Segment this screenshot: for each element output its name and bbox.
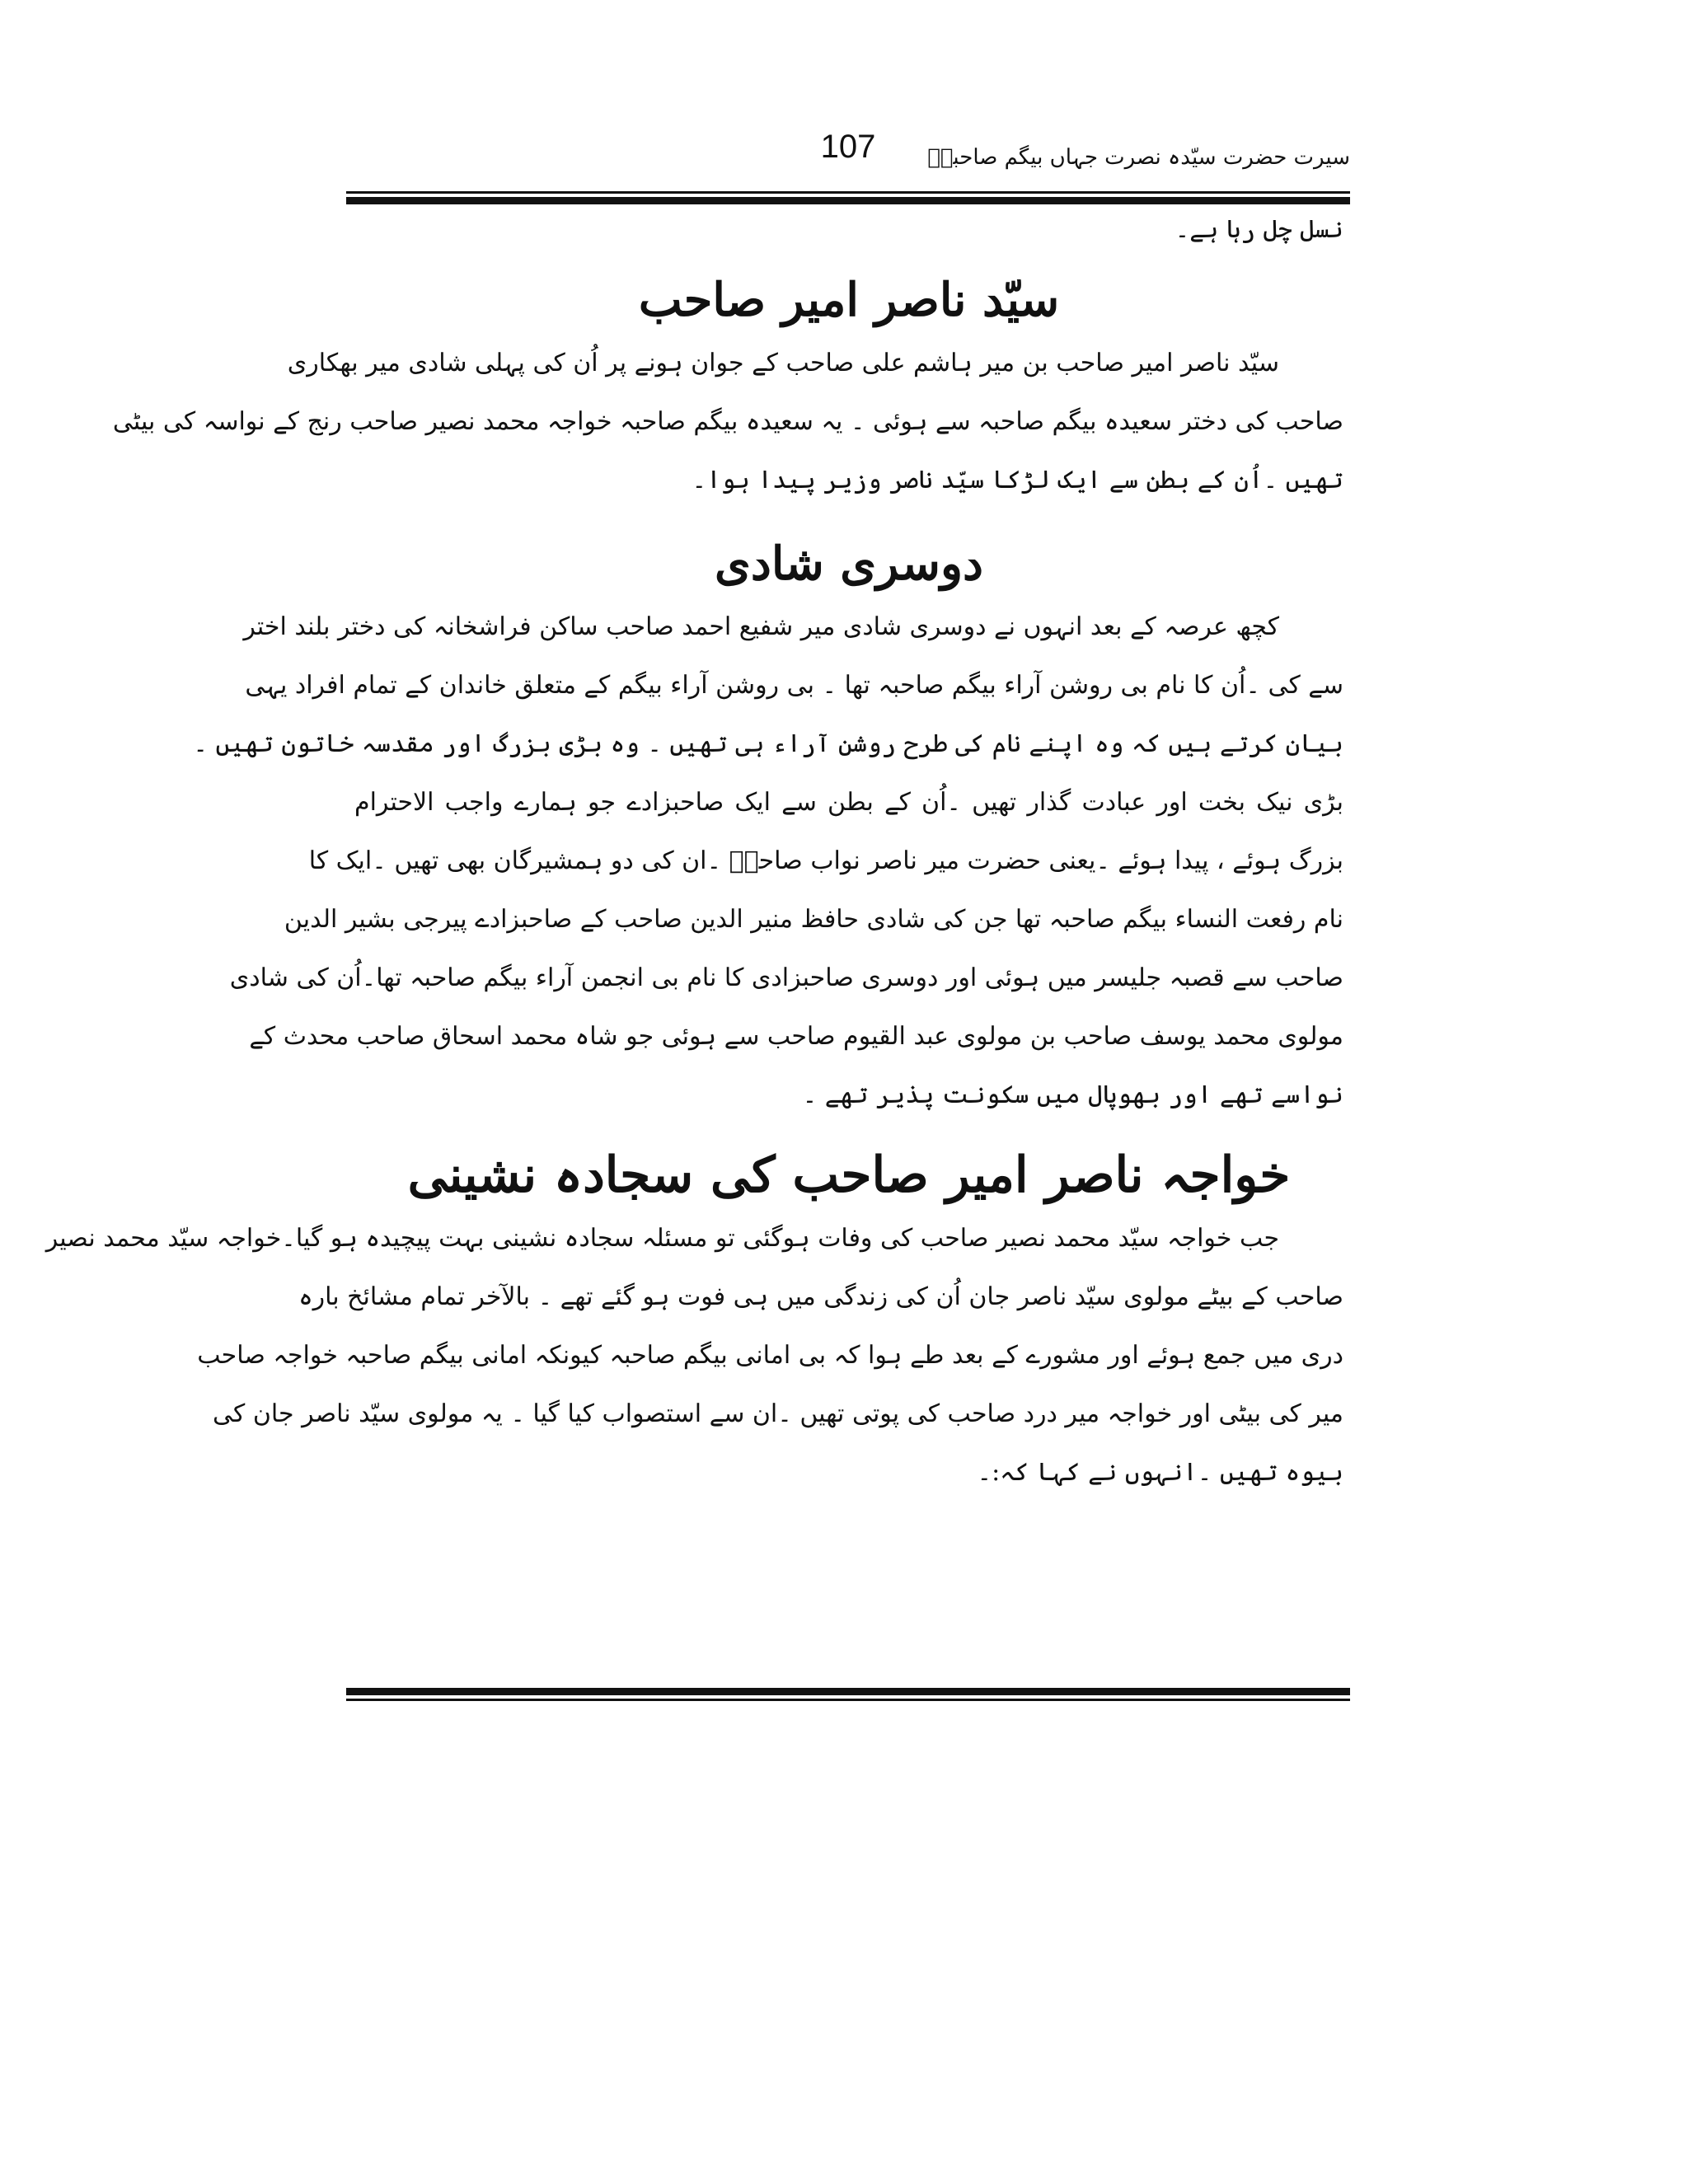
header-rule (346, 191, 1350, 204)
intro-line: نسل چل رہا ہے۔ (1175, 215, 1343, 244)
page-number: 107 (820, 129, 876, 165)
paragraph-line: صاحب سے قصبہ جلیسر میں ہوئی اور دوسری صاحبزادی کا نام بی انجمن آراء بیگم صاحبہ تھا۔اُن کی شادی (229, 963, 1343, 992)
paragraph-line: دری میں جمع ہوئے اور مشورے کے بعد طے ہوا کہ بی امانی بیگم صاحبہ کیونکہ امانی بیگم صاحبہ خواجہ صاحب (197, 1341, 1343, 1370)
paragraph-line: بیان کرتے ہیں کہ وہ اپنے نام کی طرح روشن آراء ہی تھیں ۔ وہ بڑی بزرگ اور مقدسہ خاتون تھیں ۔ (193, 729, 1343, 758)
book-title: سیرت حضرت سیّدہ نصرت جہاں بیگم صاحبہؓ (927, 145, 1350, 170)
running-header (346, 122, 1350, 188)
paragraph-line: نواسے تھے اور بھوپال میں سکونت پذیر تھے ۔ (802, 1080, 1343, 1109)
paragraph-line: بیوہ تھیں ۔انہوں نے کہا کہ:۔ (977, 1458, 1343, 1487)
footer-rule (346, 1688, 1350, 1701)
section-heading-second-marriage: دوسری شادی (715, 537, 983, 591)
paragraph-line: بزرگ ہوئے ، پیدا ہوئے ۔یعنی حضرت میر ناصر نواب صاحبؓ ۔ان کی دو ہمشیرگان بھی تھیں ۔ایک کا (308, 846, 1343, 875)
paragraph-line: صاحب کی دختر سعیدہ بیگم صاحبہ سے ہوئی ۔ یہ سعیدہ بیگم صاحبہ خواجہ محمد نصیر صاحب رنج کے نواسہ کی بیٹی (112, 407, 1343, 436)
paragraph-line: سیّد ناصر امیر صاحب بن میر ہاشم علی صاحب کے جوان ہونے پر اُن کی پہلی شادی میر بھکاری (287, 349, 1279, 377)
paragraph-line: میر کی بیٹی اور خواجہ میر درد صاحب کی پوتی تھیں ۔ان سے استصواب کیا گیا ۔ یہ مولوی سیّد ناصر جان کی (213, 1399, 1343, 1428)
paragraph-line: جب خواجہ سیّد محمد نصیر صاحب کی وفات ہوگئی تو مسئلہ سجادہ نشینی بہت پیچیدہ ہو گیا۔خواجہ سیّد محمد نصیر (45, 1224, 1279, 1253)
paragraph-line: مولوی محمد یوسف صاحب بن مولوی عبد القیوم صاحب سے ہوئی جو شاہ محمد اسحاق صاحب محدث کے (249, 1022, 1343, 1051)
section-heading-sajjada-nashini: خواجہ ناصر امیر صاحب کی سجادہ نشینی (407, 1146, 1291, 1204)
paragraph-line: کچھ عرصہ کے بعد انہوں نے دوسری شادی میر شفیع احمد صاحب ساکن فراشخانہ کی دختر بلند اختر (243, 612, 1279, 641)
paragraph-line: بڑی نیک بخت اور عبادت گذار تھیں ۔اُن کے بطن سے ایک صاحبزادے جو ہمارے واجب الاحترام (354, 788, 1343, 817)
paragraph-line: سے کی ۔اُن کا نام بی روشن آراء بیگم صاحبہ تھا ۔ بی روشن آراء بیگم کے متعلق خاندان کے تمام افراد یہی (245, 671, 1343, 700)
paragraph-line: صاحب کے بیٹے مولوی سیّد ناصر جان اُن کی زندگی میں ہی فوت ہو گئے تھے ۔ بالآخر تمام مشائخ بارہ (298, 1282, 1343, 1311)
section-heading-syed-nasir-amir: سیّد ناصر امیر صاحب (638, 273, 1060, 327)
paragraph-line: تھیں ۔اُن کے بطن سے ایک لڑکا سیّد ناصر وزیر پیدا ہوا۔ (692, 466, 1343, 494)
paragraph-line: نام رفعت النساء بیگم صاحبہ تھا جن کی شادی حافظ منیر الدین صاحب کے صاحبزادے پیرجی بشیر الدین (284, 905, 1343, 934)
page-body (45, 208, 1343, 1509)
